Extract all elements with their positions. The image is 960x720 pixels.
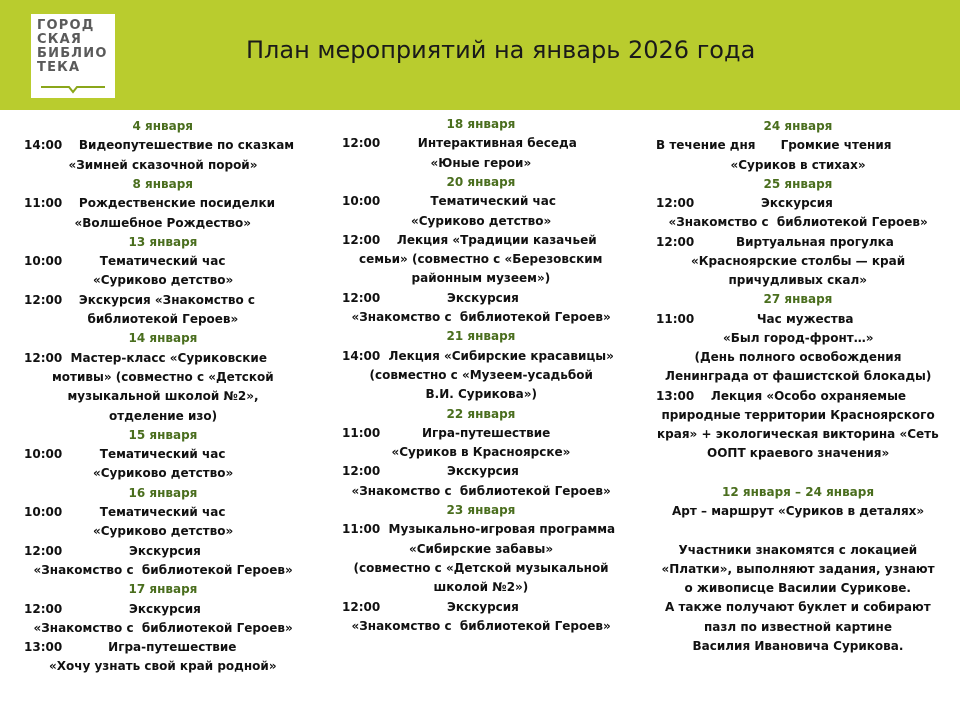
event-line: «Красноярские столбы — край	[691, 253, 906, 268]
event-line: 12:00 Интерактивная беседа	[342, 136, 577, 151]
event-line: 12:00 Экскурсия	[342, 599, 519, 614]
event-line: В.И. Сурикова»)	[425, 387, 537, 402]
date-heading: 14 января	[128, 331, 198, 346]
event-line: мотивы» (совместно с «Детской	[52, 369, 274, 384]
event-line: «Был город-фронт…»	[723, 330, 874, 345]
event-line: «Знакомство с библиотекой Героев»	[668, 215, 928, 230]
event-line: (День полного освобождения	[694, 350, 902, 364]
event-line: «Знакомство с библиотекой Героев»	[33, 562, 293, 577]
event-line: отделение изо)	[109, 408, 218, 423]
event-line: «Знакомство с библиотекой Героев»	[33, 620, 293, 635]
event-line: «Суриков в стихах»	[730, 157, 866, 172]
event-line: Арт – маршрут «Суриков в деталях»	[672, 504, 925, 518]
event-line: районным музеем»)	[411, 271, 551, 286]
logo-line: ТЕКА	[37, 60, 81, 75]
event-line: 10:00 Тематический час	[24, 447, 226, 462]
event-line: 11:00 Рождественские посиделки	[24, 196, 276, 211]
event-line: «Волшебное Рождество»	[74, 215, 252, 230]
event-line: 11:00 Музыкально-игровая программа	[342, 522, 616, 537]
event-line: «Суриково детство»	[93, 466, 234, 481]
date-heading: 15 января	[128, 427, 198, 442]
event-line: «Зимней сказочной порой»	[68, 157, 258, 172]
logo-underline-icon	[39, 84, 109, 94]
event-line: 12:00 Лекция «Традиции казачьей	[342, 232, 597, 247]
event-line: «Знакомство с библиотекой Героев»	[351, 483, 611, 498]
event-line: В течение дня Громкие чтения	[656, 138, 892, 153]
event-line: семьи» (совместно с «Березовским	[359, 252, 603, 267]
page-title: План мероприятий на январь 2026 года	[246, 36, 756, 64]
event-line: «Хочу узнать свой край родной»	[49, 659, 277, 674]
date-heading: 12 января – 24 января	[722, 484, 875, 499]
date-heading: 21 января	[446, 329, 516, 344]
event-line: «Суриково детство»	[93, 273, 234, 288]
event-line: Ленинграда от фашистской блокады)	[665, 369, 932, 384]
event-line: (совместно с «Музеем-усадьбой	[369, 367, 593, 382]
logo-line: СКАЯ	[37, 32, 83, 47]
logo-line: ГОРОД	[37, 18, 95, 33]
event-line: 11:00 Час мужества	[656, 311, 854, 326]
date-heading: 13 января	[128, 234, 198, 249]
event-line: 12:00 Экскурсия «Знакомство с	[24, 292, 255, 307]
event-line: 12:00 Экскурсия	[342, 290, 519, 305]
event-line: «Суриков в Красноярске»	[391, 445, 571, 460]
event-line: 10:00 Тематический час	[342, 194, 557, 209]
event-line: «Знакомство с библиотекой Героев»	[351, 310, 611, 324]
date-heading: 4 января	[132, 119, 194, 133]
date-heading: 25 января	[763, 176, 833, 191]
event-line: о живописце Василии Сурикове.	[684, 581, 911, 595]
event-line: природные территории Красноярского	[661, 407, 935, 422]
header-band	[0, 0, 960, 110]
event-line: 14:00 Лекция «Сибирские красавицы»	[342, 348, 614, 363]
event-line: музыкальной школой №2»,	[67, 389, 259, 404]
event-line: 12:00 Мастер-класс «Суриковские	[24, 350, 267, 365]
event-line: 10:00 Тематический час	[24, 254, 226, 269]
date-heading: 27 января	[763, 292, 833, 307]
event-line: «Суриково детство»	[93, 524, 234, 539]
date-heading: 22 января	[446, 406, 516, 421]
event-line: (совместно с «Детской музыкальной	[353, 560, 609, 575]
event-line: школой №2»)	[433, 580, 529, 595]
event-line: «Суриково детство»	[411, 213, 552, 228]
date-heading: 8 января	[132, 176, 194, 191]
event-line: края» + экологическая викторина «Сеть	[657, 427, 939, 441]
event-line: «Знакомство с библиотекой Героев»	[351, 618, 611, 633]
event-line: 11:00 Игра-путешествие	[342, 425, 551, 440]
date-heading: 23 января	[446, 503, 516, 517]
event-line: 12:00 Экскурсия	[656, 196, 833, 210]
event-line: пазл по известной картине	[704, 619, 892, 634]
event-line: 13:00 Лекция «Особо охраняемые	[656, 388, 907, 403]
event-line: Василия Ивановича Сурикова.	[692, 638, 904, 653]
event-line: 13:00 Игра-путешествие	[24, 640, 237, 655]
event-line: «Сибирские забавы»	[409, 541, 554, 556]
date-heading: 17 января	[128, 582, 198, 597]
event-line: 12:00 Экскурсия	[24, 601, 201, 616]
date-heading: 16 января	[128, 485, 198, 500]
date-heading: 18 января	[446, 117, 516, 131]
event-line: «Платки», выполняют задания, узнают	[661, 561, 935, 576]
event-line: причудливых скал»	[728, 273, 867, 287]
event-line: «Юные герои»	[430, 155, 532, 170]
event-line: ООПТ краевого значения»	[707, 446, 890, 461]
logo-line: БИБЛИО	[37, 46, 108, 61]
event-line: 14:00 Видеопутешествие по сказкам	[24, 138, 295, 153]
event-line: 12:00 Экскурсия	[342, 464, 519, 479]
event-line: библиотекой Героев»	[87, 312, 239, 326]
library-logo	[31, 14, 115, 98]
event-line: Участники знакомятся с локацией	[678, 542, 918, 557]
event-line: 12:00 Виртуальная прогулка	[656, 234, 894, 249]
event-line: 10:00 Тематический час	[24, 505, 226, 519]
event-line: А также получают буклет и собирают	[665, 600, 931, 615]
event-line: 12:00 Экскурсия	[24, 543, 201, 558]
date-heading: 24 января	[763, 119, 833, 133]
date-heading: 20 января	[446, 174, 516, 189]
